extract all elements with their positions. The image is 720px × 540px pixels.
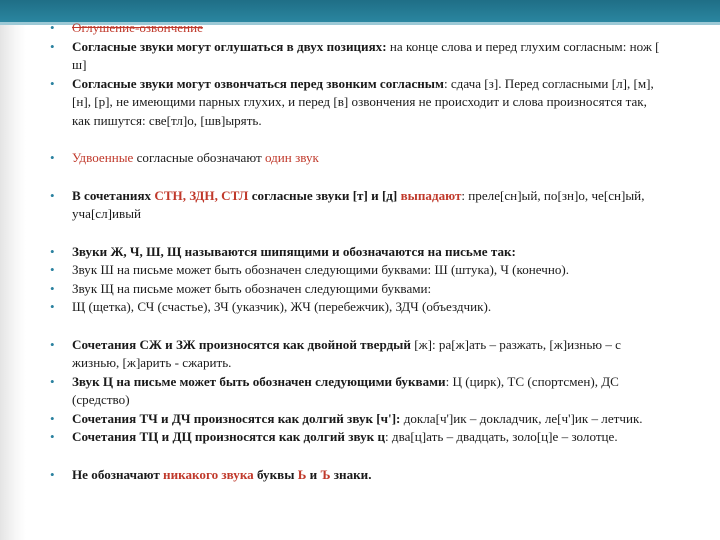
- text-segment: никакого звука: [163, 466, 254, 482]
- text-segment: Сочетания ТЧ и ДЧ произносятся как долгий звук [ч']:: [72, 410, 401, 426]
- text-segment: : два[ц]ать – двадцать, золо[ц]е – золотце.: [385, 429, 618, 444]
- text-segment: Сочетания СЖ и ЗЖ произносятся как двойной твердый: [72, 336, 411, 352]
- bullet-item: [48, 149, 668, 168]
- text-segment: В сочетаниях: [72, 187, 155, 203]
- text-segment: выпадают: [400, 187, 462, 203]
- text-segment: докла[ч']ик – докладчик, ле[ч']ик – летчик.: [400, 410, 643, 426]
- text-segment: Звуки Ж, Ч, Ш, Щ называются шипящими и обозначаются на письме так:: [72, 243, 516, 259]
- text-segment: : преле[сн]ый, по[зн]о, че[сн]ый, уча[сл]ивый: [72, 187, 645, 221]
- bullet-item: [48, 466, 668, 485]
- text-segment: Ъ: [320, 466, 331, 482]
- bullet-icon: •: [50, 150, 55, 165]
- slide-content: [48, 19, 668, 484]
- text-segment: буквы: [253, 466, 298, 482]
- text-segment: Согласные звуки могут оглушаться в двух позициях:: [72, 38, 387, 54]
- text-segment: [ж]: ра[ж]ать – разжать, [ж]изнью – с жизнью, [ж]арить - сжарить.: [72, 336, 621, 370]
- bullet-icon: •: [50, 187, 55, 203]
- slide-left-shadow: [0, 25, 26, 540]
- bullet-icon: •: [50, 410, 55, 426]
- bullet-item: [48, 261, 668, 280]
- bullet-item: [48, 373, 668, 410]
- bullet-icon: •: [50, 466, 55, 482]
- bullet-item: [48, 428, 668, 447]
- text-segment: Согласные звуки могут озвончаться перед звонким согласным: [72, 75, 444, 91]
- paragraph-gap: [48, 447, 668, 466]
- text-segment: Оглушение-озвончение: [72, 20, 203, 35]
- text-segment: Удвоенные: [72, 150, 134, 165]
- paragraph-gap: [48, 317, 668, 336]
- text-segment: Щ (щетка), СЧ (счастье), ЗЧ (указчик), ЖЧ (перебежчик), ЗДЧ (объездчик).: [72, 299, 492, 314]
- bullet-icon: •: [50, 373, 55, 389]
- bullet-item: [48, 38, 668, 75]
- text-segment: СТН, ЗДН, СТЛ: [154, 187, 249, 203]
- text-segment: один звук: [264, 150, 319, 165]
- bullet-icon: •: [50, 299, 55, 314]
- bullet-icon: •: [50, 38, 55, 54]
- text-segment: согласные обозначают: [133, 150, 265, 165]
- bullet-item: [48, 243, 668, 262]
- text-segment: Звук Щ на письме может быть обозначен следующими буквами:: [72, 280, 432, 296]
- bullet-icon: •: [50, 243, 55, 259]
- text-segment: и: [306, 466, 321, 482]
- bullet-icon: •: [50, 429, 55, 444]
- bullet-icon: •: [50, 336, 55, 352]
- bullet-item: [48, 187, 668, 224]
- bullet-item: [48, 19, 668, 38]
- bullet-item: [48, 280, 668, 299]
- bullet-icon: •: [50, 75, 55, 91]
- text-segment: Звук Ш на письме может быть обозначен следующими буквами: Ш (штука), Ч (конечно).: [72, 262, 570, 277]
- bullet-item: [48, 336, 668, 373]
- text-segment: Сочетания ТЦ и ДЦ произносятся как долгий звук ц: [72, 429, 386, 444]
- text-segment: согласные звуки [т] и [д]: [248, 187, 401, 203]
- text-segment: : сдача [з]. Перед согласными [л], [м], [н], [р], не имеющими парных глухих, и перед [в] озвончения не происходит и слова произносятся так, как пишутся: све[тл]о, [шв]ырять.: [72, 75, 654, 128]
- text-segment: : Ц (цирк), ТС (спортсмен), ДС (средство): [72, 373, 619, 407]
- bullet-icon: •: [50, 280, 55, 296]
- text-segment: на конце слова и перед глухим согласным: нож [ ш]: [72, 38, 660, 72]
- paragraph-gap: [48, 224, 668, 243]
- bullet-icon: •: [50, 262, 55, 277]
- paragraph-gap: [48, 168, 668, 187]
- text-segment: Не обозначают: [72, 466, 164, 482]
- bullet-item: [48, 410, 668, 429]
- bullet-item: [48, 298, 668, 317]
- bullet-item: [48, 75, 668, 131]
- paragraph-gap: [48, 130, 668, 149]
- text-segment: Ь: [297, 466, 307, 482]
- bullet-icon: •: [50, 20, 55, 35]
- text-segment: Звук Ц на письме может быть обозначен следующими буквами: [72, 373, 446, 389]
- text-segment: знаки.: [330, 466, 372, 482]
